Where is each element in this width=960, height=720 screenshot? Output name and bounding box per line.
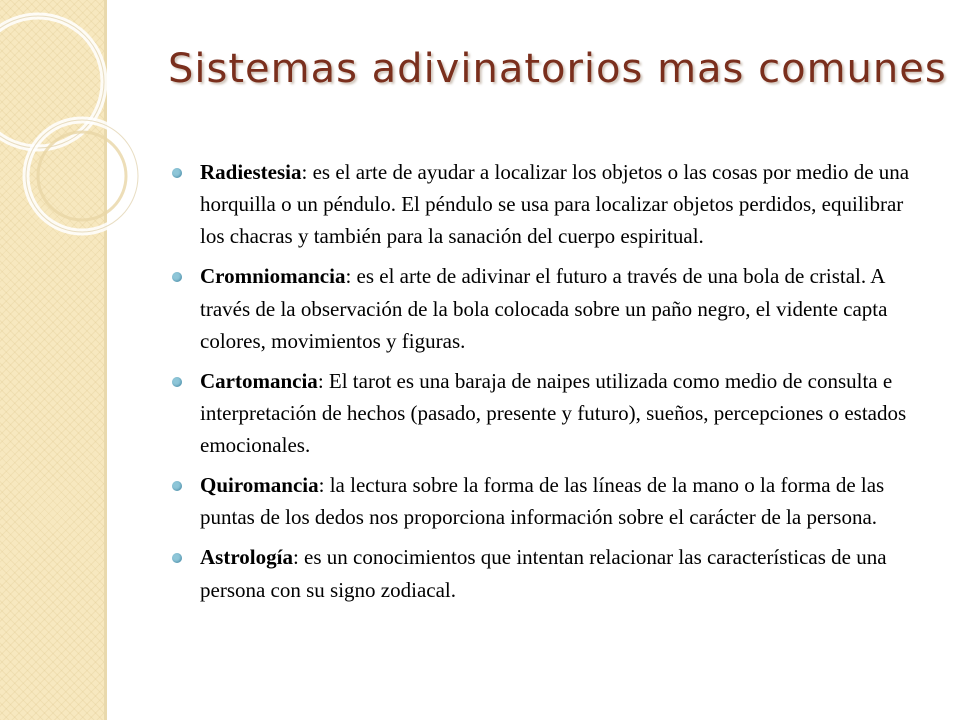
term-description: : es un conocimientos que intentan relacionar las características de una persona con su signo zodiacal. — [200, 545, 887, 602]
term-description: : es el arte de ayudar a localizar los objetos o las cosas por medio de una horquilla o un péndulo. El péndulo se usa para localizar objetos perdidos, equilibrar los chacras y también para la sanación del cuerpo espiritual. — [200, 160, 910, 249]
bullet-icon — [172, 168, 182, 178]
term-label: Cartomancia — [200, 368, 318, 393]
term-label: Quiromancia — [200, 473, 319, 498]
list-item-radiestesia — [170, 156, 932, 252]
bullet-icon — [172, 553, 182, 563]
term-label: Radiestesia — [200, 160, 302, 184]
term-description: : El tarot es una baraja de naipes utilizada como medio de consulta e interpretación de hechos (pasado, presente y futuro), sueños, percepciones o estados emocionales. — [200, 368, 907, 457]
term-label: Cromniomancia — [200, 264, 346, 289]
list-item-quiromancia — [170, 469, 932, 533]
list-item-cromniomancia — [170, 260, 932, 356]
term-description: : la lectura sobre la forma de las líneas de la mano o la forma de las puntas de los dedos nos proporciona información sobre el carácter de la persona. — [200, 473, 885, 530]
list-item-cartomancia — [170, 365, 932, 461]
term-label: Astrología — [200, 545, 293, 570]
bullet-icon — [172, 481, 182, 491]
slide-title: Sistemas adivinatorios mas comunes — [168, 46, 947, 92]
term-description: : es el arte de adivinar el futuro a través de una bola de cristal. A través de la observación de la bola colocada sobre un paño negro, el vidente capta colores, movimientos y figuras. — [200, 264, 888, 353]
bullet-icon — [172, 272, 182, 282]
bullet-icon — [172, 377, 182, 387]
list-item-astrologia — [170, 541, 932, 605]
bullet-list — [170, 156, 932, 614]
decorative-rings-icon — [0, 0, 140, 300]
